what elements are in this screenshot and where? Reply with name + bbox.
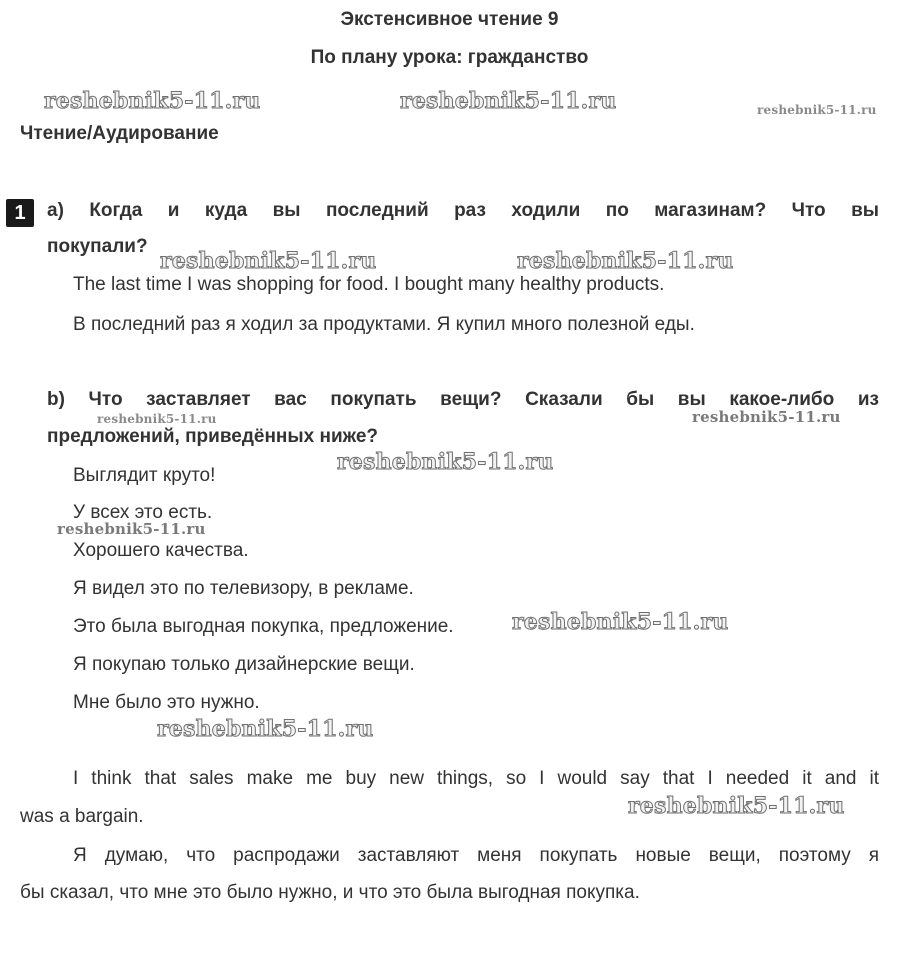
section-label: Чтение/Аудирование: [20, 123, 219, 144]
watermark: reshebnik5-11.ru: [160, 248, 377, 274]
watermark: reshebnik5-11.ru: [628, 793, 845, 819]
page-title: Экстенсивное чтение 9: [340, 9, 559, 30]
watermark: reshebnik5-11.ru: [400, 88, 617, 114]
answer-b-english-line2: was a bargain.: [20, 806, 144, 827]
option-item: Хорошего качества.: [73, 540, 249, 561]
watermark: reshebnik5-11.ru: [512, 609, 729, 635]
option-item: У всех это есть.: [73, 502, 213, 523]
question-b-line1: b) Что заставляет вас покупать вещи? Сказали бы вы какое-либо из: [47, 389, 879, 410]
watermark: reshebnik5-11.ru: [692, 408, 841, 426]
watermark: reshebnik5-11.ru: [157, 716, 374, 742]
option-item: Это была выгодная покупка, предложение.: [73, 616, 454, 637]
answer-a-russian: В последний раз я ходил за продуктами. Я купил много полезной еды.: [73, 314, 695, 335]
answer-b-english-line1: I think that sales make me buy new things, so I would say that I needed it and it: [73, 768, 879, 789]
watermark: reshebnik5-11.ru: [44, 88, 261, 114]
watermark: reshebnik5-11.ru: [337, 449, 554, 475]
option-item: Я видел это по телевизору, в рекламе.: [73, 578, 414, 599]
watermark: reshebnik5-11.ru: [57, 520, 206, 538]
watermark: reshebnik5-11.ru: [517, 248, 734, 274]
question-a-line2: покупали?: [47, 236, 148, 257]
option-item: Выглядит круто!: [73, 465, 216, 486]
answer-b-russian-line1: Я думаю, что распродажи заставляют меня покупать новые вещи, поэтому я: [73, 845, 879, 866]
answer-a-english: The last time I was shopping for food. I bought many healthy products.: [73, 274, 665, 295]
watermark: reshebnik5-11.ru: [757, 103, 877, 117]
watermark: reshebnik5-11.ru: [97, 412, 217, 426]
question-b-line2: предложений, приведённых ниже?: [47, 426, 379, 447]
answer-b-russian-line2: бы сказал, что мне это было нужно, и что это была выгодная покупка.: [20, 882, 640, 903]
task-number-badge: 1: [6, 199, 34, 227]
option-item: Мне было это нужно.: [73, 692, 260, 713]
option-item: Я покупаю только дизайнерские вещи.: [73, 654, 415, 675]
page-subtitle: По плану урока: гражданство: [310, 47, 589, 68]
question-a-line1: a) Когда и куда вы последний раз ходили по магазинам? Что вы: [47, 200, 879, 221]
